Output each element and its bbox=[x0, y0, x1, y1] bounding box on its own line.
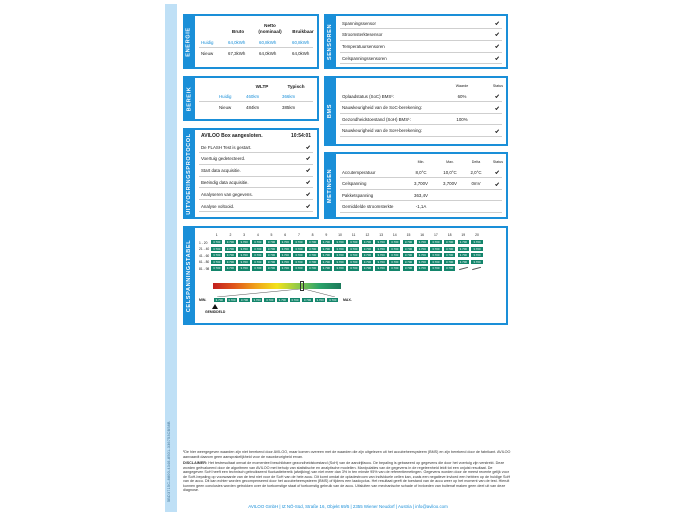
bms-value: 60% bbox=[457, 93, 467, 99]
column-number: 1 bbox=[215, 233, 218, 237]
voltage-cell: 3.700 bbox=[470, 259, 483, 265]
checkmark-icon bbox=[306, 145, 311, 150]
report-page bbox=[165, 4, 519, 512]
voltage-cell: 3.700 bbox=[388, 265, 401, 271]
sensor-row bbox=[340, 30, 502, 41]
column-number: 6 bbox=[284, 233, 287, 237]
voltage-cell: 3.700 bbox=[347, 239, 360, 245]
disclaimer bbox=[183, 461, 513, 493]
checkmark-icon bbox=[495, 44, 500, 49]
checkmark-icon bbox=[495, 106, 500, 111]
bms-value: 100% bbox=[456, 116, 468, 122]
column-number: 5 bbox=[270, 233, 273, 237]
voltage-cell: 3.700 bbox=[320, 246, 333, 252]
checkmark-icon bbox=[495, 32, 500, 37]
checkmark-icon bbox=[495, 21, 500, 26]
sensor-label: Temperatuursensoren bbox=[342, 44, 385, 50]
bms-row bbox=[340, 91, 502, 102]
checkmark-icon bbox=[306, 168, 311, 173]
energie-header-netto: Netto (nominaal) bbox=[258, 23, 282, 34]
bereik-header-wltp: WLTP bbox=[255, 84, 269, 89]
voltage-cell: 3.700 bbox=[237, 252, 250, 258]
voltage-cell: 3.700 bbox=[443, 259, 456, 265]
column-number: 3 bbox=[243, 233, 246, 237]
bereik-row-huidig: Huidig 460km 366km bbox=[199, 92, 313, 102]
voltage-cell: 3.700 bbox=[388, 246, 401, 252]
voltage-cell: 3.700 bbox=[443, 239, 456, 245]
sensor-row bbox=[340, 53, 502, 64]
voltage-cell: 3.700 bbox=[210, 259, 223, 265]
voltage-cell: 3.700 bbox=[210, 239, 223, 245]
max-label: MAX. bbox=[343, 298, 352, 302]
bereik-panel bbox=[183, 76, 319, 121]
voltage-cell: 3.700 bbox=[292, 265, 305, 271]
voltage-cell: 3.700 bbox=[320, 239, 333, 245]
protocol-step bbox=[199, 154, 313, 165]
checkmark-icon bbox=[306, 180, 311, 185]
voltage-cell: 3.700 bbox=[210, 252, 223, 258]
voltage-cell: 3.700 bbox=[457, 239, 470, 245]
voltage-cell: 3.700 bbox=[333, 252, 346, 258]
column-number: 4 bbox=[256, 233, 259, 237]
uitvoering-list bbox=[199, 142, 313, 214]
voltage-cell: 3.700 bbox=[320, 265, 333, 271]
checkmark-icon bbox=[306, 156, 311, 161]
row-label: 61 - 80 bbox=[199, 260, 210, 265]
metingen-panel bbox=[324, 152, 508, 219]
voltage-cell: 3.700 bbox=[388, 239, 401, 245]
voltage-cell: 3.700 bbox=[237, 259, 250, 265]
protocol-step bbox=[199, 177, 313, 188]
row-label: 21 - 40 bbox=[199, 247, 210, 252]
column-number: 2 bbox=[229, 233, 232, 237]
disclaimer-text: Het testresultaat omvat de momenteel beschikbare gezondheidstoestand (SoH) van de aandrijfaccu. De bepaling is gebaseerd op gegevens die door het voertuig zijn verstrekt. Deze worden geëvalueerd door de algoritmen van AVILOO met behulp van statistische en analytische modellen. Manipulaties van de gegevens in de regeleenheid leidt tot een onjuist resultaat. De aangegeven SoH heeft een technisch gebruikseerd fluctuatiebereik (afwijking) van niet meer dan 3% in ten minste 95% van de referentiemetingen. Gegevens worden door de meest recente gelijk voor de SoH-bepaling op voorwaarde van de test niet voor de SoH van de hele accu. Dit komt omdat de opladestroom van individuele cellen kan, zoals een negatieve invloed een hebben op de huidige SoH van de accu. Dit kan echter worden gecompenseerd door het accubeheersysteem (BMS) of tijdens een laadcyclus. Het resultaat geeft de toestand van de accu weer op het moment van de test. Hieruit kunnen geen conclusies worden getrokken over de toekomstige staat of toekomstig gebruik van de accu. Uitsluiten van mechanische schade of invloeden van buitenaf maken geen deel uit van deze diagnose. bbox=[183, 461, 511, 492]
voltage-cell: 3.700 bbox=[388, 259, 401, 265]
voltage-cell: 3.700 bbox=[361, 239, 374, 245]
column-number: 8 bbox=[311, 233, 314, 237]
column-number: 15 bbox=[406, 233, 411, 237]
voltage-cell: 3.700 bbox=[279, 246, 292, 252]
protocol-step bbox=[199, 166, 313, 177]
voltage-cell: 3.700 bbox=[361, 246, 374, 252]
voltage-cell: 3.700 bbox=[320, 252, 333, 258]
meting-label: Accutemperatuur bbox=[342, 169, 376, 175]
voltage-cell: 3.700 bbox=[251, 259, 264, 265]
voltage-cell: 3.700 bbox=[320, 259, 333, 265]
protocol-step bbox=[199, 189, 313, 200]
voltage-cell: 3.700 bbox=[470, 246, 483, 252]
bms-row bbox=[340, 126, 502, 137]
energie-header-bruikbaar: Bruikbaar bbox=[292, 29, 314, 34]
voltage-cell: 3.700 bbox=[443, 252, 456, 258]
voltage-cell: 3.700 bbox=[457, 252, 470, 258]
voltage-cell: 3.700 bbox=[333, 246, 346, 252]
voltage-cell: 3.700 bbox=[416, 246, 429, 252]
meting-value: 3,700V bbox=[414, 181, 428, 186]
min-label: MIN. bbox=[199, 298, 207, 302]
voltage-cell: 3.700 bbox=[306, 259, 319, 265]
voltage-cell: 3.700 bbox=[265, 259, 278, 265]
bms-label: Nauwkeurigheid van de SoH-berekening: bbox=[342, 128, 423, 133]
uitvoering-panel bbox=[183, 128, 319, 219]
sensoren-panel bbox=[324, 14, 508, 69]
voltage-cell: 3.700 bbox=[470, 239, 483, 245]
voltage-cell: 3.700 bbox=[210, 246, 223, 252]
protocol-step-label: Beëindig data acquisitie. bbox=[201, 179, 249, 185]
bms-tab: BMS bbox=[324, 76, 336, 146]
voltage-cell: 3.700 bbox=[457, 246, 470, 252]
voltage-cell: 3.700 bbox=[361, 259, 374, 265]
uitvoering-time: 10:54:01 bbox=[290, 133, 311, 139]
meting-row bbox=[340, 190, 502, 201]
scale-cell: 3.700 bbox=[276, 297, 289, 303]
metingen-header-status: Status bbox=[492, 160, 504, 164]
scale-cell: 3.700 bbox=[289, 297, 302, 303]
energie-row-nieuw: Nieuw 67,3kWh 64,0kWh 64,0kWh bbox=[201, 51, 310, 56]
voltage-cell: 3.700 bbox=[416, 259, 429, 265]
sensor-row bbox=[340, 42, 502, 53]
voltage-cell: 3.700 bbox=[457, 259, 470, 265]
celspanning-tab: CELSPANNINGSTABEL bbox=[183, 226, 195, 325]
voltage-cell: 3.700 bbox=[402, 239, 415, 245]
row-label: 41 - 60 bbox=[199, 253, 210, 258]
row-label: 1 - 20 bbox=[199, 240, 208, 245]
protocol-step-label: Analyseren van gegevens. bbox=[201, 191, 253, 197]
sensor-label: Celspanningssensoren bbox=[342, 55, 387, 61]
row-label: 81 - 98 bbox=[199, 266, 210, 271]
checkmark-icon bbox=[495, 129, 500, 134]
average-label: GEMIDDELD bbox=[205, 310, 226, 314]
sensoren-tab: SENSOREN bbox=[324, 14, 336, 69]
meting-value: 0mV bbox=[471, 181, 481, 186]
voltage-cell: 3.700 bbox=[429, 265, 442, 271]
sidebar-strip bbox=[165, 4, 177, 512]
bms-panel bbox=[324, 76, 508, 146]
voltage-cell: 3.700 bbox=[347, 259, 360, 265]
meting-row bbox=[340, 202, 502, 213]
energie-tab: ENERGIE bbox=[183, 14, 195, 69]
empty-cell-mark bbox=[472, 267, 481, 270]
voltage-cell: 3.700 bbox=[224, 252, 237, 258]
uitvoering-title: AVILOO Box aangesloten. bbox=[201, 133, 263, 139]
bms-header-status: Status bbox=[492, 84, 504, 88]
voltage-cell: 3.700 bbox=[210, 265, 223, 271]
column-number: 20 bbox=[475, 233, 479, 237]
energie-header-bruto: Bruto bbox=[231, 29, 245, 34]
voltage-cell: 3.700 bbox=[374, 265, 387, 271]
voltage-cell: 3.700 bbox=[265, 252, 278, 258]
voltage-cell: 3.700 bbox=[416, 239, 429, 245]
column-number: 13 bbox=[379, 233, 383, 237]
voltage-cell: 3.700 bbox=[416, 265, 429, 271]
voltage-cell: 3.700 bbox=[292, 239, 305, 245]
voltage-cell: 3.700 bbox=[237, 239, 250, 245]
sensor-label: Spanningssensor bbox=[342, 20, 376, 26]
sensoren-list bbox=[340, 18, 502, 67]
column-number: 9 bbox=[325, 233, 328, 237]
column-number: 11 bbox=[351, 233, 356, 237]
bms-label: Oplaadstatus (SoC) BMS¹: bbox=[342, 93, 394, 99]
voltage-cell: 3.700 bbox=[374, 259, 387, 265]
voltage-cell: 3.700 bbox=[374, 239, 387, 245]
voltage-cell: 3.700 bbox=[265, 265, 278, 271]
sensor-label: Stroomsterktesensor bbox=[342, 32, 383, 38]
protocol-step-label: Analyse voltooid. bbox=[201, 203, 235, 209]
bms-row bbox=[340, 103, 502, 114]
voltage-cell: 3.700 bbox=[416, 252, 429, 258]
voltage-cell: 3.700 bbox=[306, 252, 319, 258]
checkmark-icon bbox=[495, 94, 500, 99]
protocol-step-label: Voertuig gedetecteerd. bbox=[201, 156, 246, 162]
checkmark-icon bbox=[306, 204, 311, 209]
voltage-cell: 3.700 bbox=[279, 252, 292, 258]
meting-value: -1,1A bbox=[415, 204, 427, 209]
scale-cell: 3.700 bbox=[213, 297, 226, 303]
meting-row bbox=[340, 179, 502, 190]
column-number: 17 bbox=[433, 233, 438, 237]
protocol-step-label: Start data acquisitie. bbox=[201, 168, 241, 174]
voltage-cell: 3.700 bbox=[374, 252, 387, 258]
voltage-cell: 3.700 bbox=[361, 252, 374, 258]
protocol-step-label: De FLASH Test is gestart. bbox=[201, 144, 252, 150]
voltage-cell: 3.700 bbox=[361, 265, 374, 271]
voltage-cell: 3.700 bbox=[279, 265, 292, 271]
scale-cell: 3.700 bbox=[226, 297, 239, 303]
voltage-cell: 3.700 bbox=[429, 246, 442, 252]
checkmark-icon bbox=[495, 182, 500, 187]
celspanning-panel bbox=[183, 226, 508, 325]
energie-row-huidig: Huidig 64,0kWh 60,8kWh 60,8kWh bbox=[199, 38, 313, 48]
metingen-tab: METINGEN bbox=[324, 152, 336, 219]
voltage-cell: 3.700 bbox=[443, 265, 456, 271]
empty-cell-mark bbox=[459, 267, 468, 270]
voltage-cell: 3.700 bbox=[292, 252, 305, 258]
checkmark-icon bbox=[495, 170, 500, 175]
scale-cell: 3.700 bbox=[326, 297, 339, 303]
voltage-cell: 3.700 bbox=[306, 239, 319, 245]
column-number: 12 bbox=[365, 233, 370, 237]
voltage-cell: 3.700 bbox=[429, 239, 442, 245]
voltage-cell: 3.700 bbox=[347, 252, 360, 258]
voltage-cell: 3.700 bbox=[237, 246, 250, 252]
voltage-cell: 3.700 bbox=[251, 239, 264, 245]
voltage-cell: 3.700 bbox=[292, 246, 305, 252]
voltage-cell: 3.700 bbox=[265, 239, 278, 245]
uitvoering-tab: UITVOERINGSPROTOCOL bbox=[183, 128, 195, 219]
voltage-cell: 3.700 bbox=[429, 259, 442, 265]
bereik-tab: BEREIK bbox=[183, 76, 195, 121]
metingen-header-delta: Delta bbox=[471, 160, 481, 164]
meting-label: Pakketspanning bbox=[342, 192, 374, 198]
voltage-cell: 3.700 bbox=[237, 265, 250, 271]
scale-cell: 3.700 bbox=[238, 297, 251, 303]
voltage-cell: 3.700 bbox=[224, 246, 237, 252]
meting-label: Gemiddelde stroomsterkte bbox=[342, 204, 394, 209]
voltage-cell: 3.700 bbox=[347, 265, 360, 271]
voltage-cell: 3.700 bbox=[251, 252, 264, 258]
meting-row bbox=[340, 167, 502, 178]
voltage-cell: 3.700 bbox=[333, 239, 346, 245]
column-number: 10 bbox=[338, 233, 342, 237]
scale-cell: 3.700 bbox=[263, 297, 276, 303]
voltage-cell: 3.700 bbox=[224, 259, 237, 265]
scale-cell: 3.700 bbox=[251, 297, 264, 303]
voltage-cell: 3.700 bbox=[443, 246, 456, 252]
bereik-row-nieuw: Nieuw 484km 385km bbox=[219, 105, 296, 110]
scale-cell: 3.700 bbox=[314, 297, 327, 303]
meting-value: 3,700V bbox=[443, 181, 457, 186]
voltage-cell: 3.700 bbox=[388, 252, 401, 258]
voltage-cell: 3.700 bbox=[402, 259, 415, 265]
voltage-cell: 3.700 bbox=[402, 265, 415, 271]
meting-label: Celspanning bbox=[342, 181, 367, 186]
scale-cell: 3.700 bbox=[301, 297, 314, 303]
voltage-cell: 3.700 bbox=[279, 259, 292, 265]
voltage-cell: 3.700 bbox=[333, 259, 346, 265]
bms-label: Nauwkeurigheid van de SoC-berekening: bbox=[342, 105, 423, 110]
disclaimer-label: DISCLAIMER: bbox=[183, 461, 208, 465]
meting-value: 2,0°C bbox=[470, 169, 482, 175]
bms-row bbox=[340, 114, 502, 125]
checkmark-icon bbox=[306, 192, 311, 197]
average-marker-icon bbox=[212, 304, 218, 309]
voltage-cell: 3.700 bbox=[292, 259, 305, 265]
voltage-cell: 3.700 bbox=[333, 265, 346, 271]
voltage-cell: 3.700 bbox=[402, 252, 415, 258]
bms-header-waarde: Waarde bbox=[455, 84, 469, 88]
column-number: 16 bbox=[420, 233, 425, 237]
metingen-header-min: Min. bbox=[417, 160, 425, 164]
voltage-cell: 3.700 bbox=[347, 246, 360, 252]
footnote: ¹De hier weergegeven waarden zijn niet berekend door AVILOO, maar komen overeen met de waarden die zijn uitgelezen uit het accubeheersysteem (BMS) en zijn berekend door de fabrikant. AVILOO aanvaardt daarom geen aansprakelijkheid voor de nauwkeurigheid ervan. bbox=[183, 450, 511, 459]
cell-voltage-table bbox=[199, 228, 502, 323]
document-id: 5BD3715C-8800-4346-8501-336753CB58B bbox=[167, 421, 171, 502]
meting-value: 10,0°C bbox=[443, 169, 457, 175]
energie-panel bbox=[183, 14, 319, 69]
voltage-cell: 3.700 bbox=[374, 246, 387, 252]
column-number: 14 bbox=[392, 233, 397, 237]
protocol-step bbox=[199, 201, 313, 212]
sensor-row bbox=[340, 18, 502, 29]
meting-value: 363,4V bbox=[414, 192, 428, 198]
meting-value: 8,0°C bbox=[415, 169, 427, 175]
protocol-step bbox=[199, 142, 313, 153]
voltage-cell: 3.700 bbox=[470, 252, 483, 258]
column-number: 7 bbox=[297, 233, 300, 237]
footer-address: AVILOO GmbH | IZ NÖ-Süd, Straße 16, Objekt 69/5 | 2355 Wiener Neudorf | Austria | info@aviloo.com bbox=[248, 504, 448, 509]
column-number: 19 bbox=[461, 233, 466, 237]
voltage-cell: 3.700 bbox=[251, 246, 264, 252]
voltage-cell: 3.700 bbox=[279, 239, 292, 245]
voltage-cell: 3.700 bbox=[402, 246, 415, 252]
voltage-cell: 3.700 bbox=[306, 265, 319, 271]
bms-label: Gezondheidstoestand (SoH) BMS¹: bbox=[342, 116, 411, 122]
voltage-cell: 3.700 bbox=[224, 239, 237, 245]
voltage-cell: 3.700 bbox=[265, 246, 278, 252]
voltage-cell: 3.700 bbox=[251, 265, 264, 271]
checkmark-icon bbox=[495, 56, 500, 61]
metingen-header-max: Max. bbox=[446, 160, 454, 164]
voltage-cell: 3.700 bbox=[306, 246, 319, 252]
voltage-cell: 3.700 bbox=[429, 252, 442, 258]
column-number: 18 bbox=[447, 233, 452, 237]
voltage-cell: 3.700 bbox=[224, 265, 237, 271]
bereik-header-typisch: Typisch bbox=[287, 84, 305, 89]
